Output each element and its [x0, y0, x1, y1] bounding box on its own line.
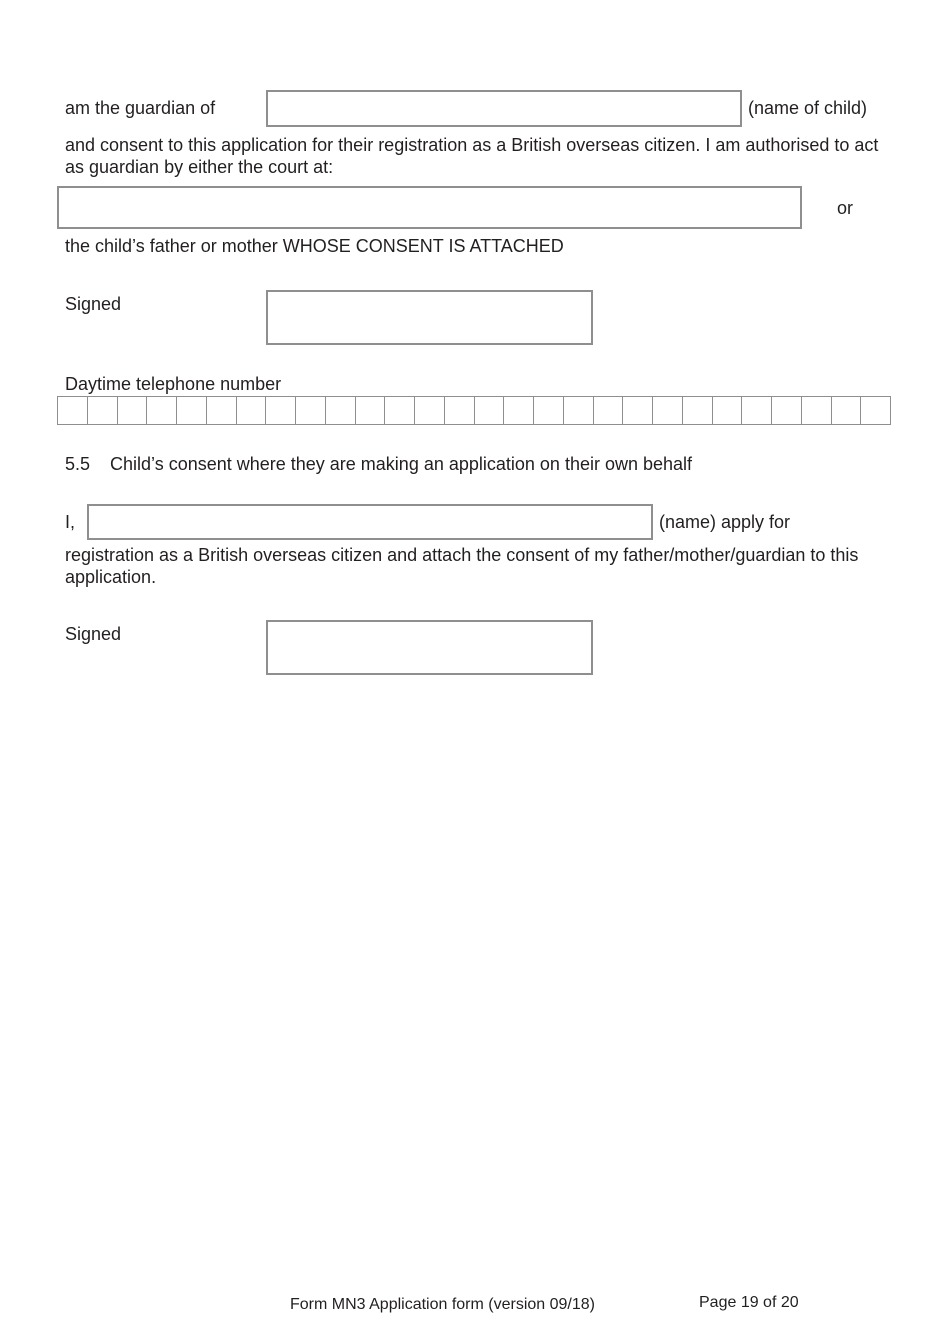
phone-digit-cell[interactable] [266, 397, 296, 424]
guardian-prefix-label: am the guardian of [65, 98, 216, 118]
parent-consent-text: the child’s father or mother WHOSE CONSENT IS ATTACHED [65, 236, 564, 256]
phone-digit-cell[interactable] [356, 397, 386, 424]
phone-number-grid [57, 396, 891, 425]
i-label: I, [65, 512, 76, 532]
phone-digit-cell[interactable] [564, 397, 594, 424]
phone-digit-cell[interactable] [118, 397, 148, 424]
phone-digit-cell[interactable] [207, 397, 237, 424]
registration-paragraph: registration as a British overseas citizen and attach the consent of my father/mother/guardian to this application. [65, 545, 859, 587]
phone-digit-cell[interactable] [653, 397, 683, 424]
phone-digit-cell[interactable] [147, 397, 177, 424]
child-name-suffix-label: (name of child) [748, 98, 868, 118]
phone-digit-cell[interactable] [296, 397, 326, 424]
phone-digit-cell[interactable] [713, 397, 743, 424]
page-number-label: Page 19 of 20 [699, 1294, 799, 1311]
applicant-signature-field[interactable] [266, 620, 593, 675]
phone-digit-cell[interactable] [802, 397, 832, 424]
phone-digit-cell[interactable] [861, 397, 890, 424]
child-name-field[interactable] [266, 90, 742, 127]
applicant-name-field[interactable] [87, 504, 653, 540]
guardian-signature-field[interactable] [266, 290, 593, 345]
phone-digit-cell[interactable] [772, 397, 802, 424]
phone-digit-cell[interactable] [58, 397, 88, 424]
phone-digit-cell[interactable] [237, 397, 267, 424]
phone-digit-cell[interactable] [88, 397, 118, 424]
consent-paragraph: and consent to this application for their registration as a British overseas citizen. I am authorised to act as guardian by either the court at: [65, 135, 879, 177]
phone-digit-cell[interactable] [445, 397, 475, 424]
or-label: or [837, 198, 854, 218]
phone-digit-cell[interactable] [504, 397, 534, 424]
court-field[interactable] [57, 186, 802, 229]
phone-digit-cell[interactable] [683, 397, 713, 424]
phone-digit-cell[interactable] [475, 397, 505, 424]
phone-digit-cell[interactable] [594, 397, 624, 424]
phone-digit-cell[interactable] [415, 397, 445, 424]
guardian-signed-label: Signed [65, 294, 122, 314]
phone-digit-cell[interactable] [623, 397, 653, 424]
phone-digit-cell[interactable] [177, 397, 207, 424]
phone-digit-cell[interactable] [326, 397, 356, 424]
phone-digit-cell[interactable] [385, 397, 415, 424]
phone-digit-cell[interactable] [832, 397, 862, 424]
phone-digit-cell[interactable] [534, 397, 564, 424]
applicant-name-suffix-label: (name) apply for [659, 512, 791, 532]
applicant-signed-label: Signed [65, 624, 122, 644]
phone-digit-cell[interactable] [742, 397, 772, 424]
form-version-label: Form MN3 Application form (version 09/18) [290, 1296, 595, 1313]
phone-label: Daytime telephone number [65, 374, 282, 394]
section-number: 5.5 [65, 454, 91, 474]
section-heading: Child’s consent where they are making an application on their own behalf [110, 454, 693, 474]
